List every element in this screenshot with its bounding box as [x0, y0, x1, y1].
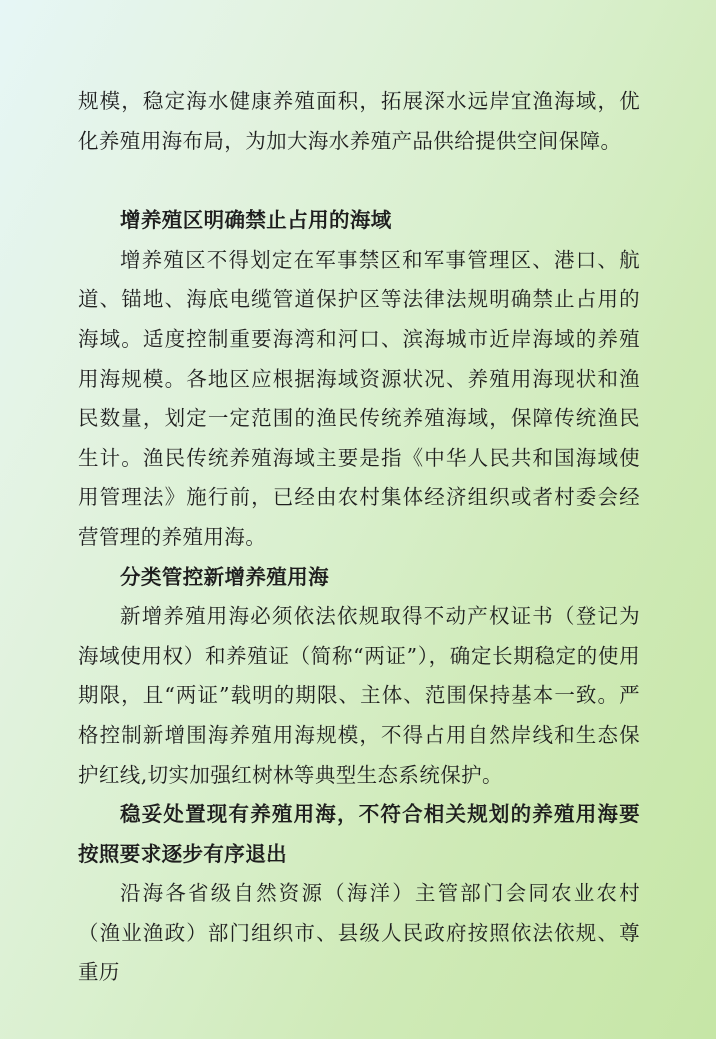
document-body: [78, 82, 640, 993]
paragraph-existing-aquaculture: 沿海各省级自然资源（海洋）主管部门会同农业农村（渔业渔政）部门组织市、县级人民政府按照依法依规、尊重历: [78, 881, 640, 985]
section-heading-prohibited-areas: 增养殖区明确禁止占用的海域: [120, 208, 392, 233]
section-heading-new-aquaculture: 分类管控新增养殖用海: [120, 564, 329, 589]
paragraph-prohibited-areas: 增养殖区不得划定在军事禁区和军事管理区、港口、航道、锚地、海底电缆管道保护区等法律法规明确禁止占用的海域。适度控制重要海湾和河口、滨海城市近岸海域的养殖用海规模。各地区应根据海域资源状况、养殖用海现状和渔民数量，划定一定范围的渔民传统养殖海域，保障传统渔民生计。渔民传统养殖海域主要是指《中华人民共和国海域使用管理法》施行前，已经由农村集体经济组织或者村委会经营管理的养殖用海。: [78, 247, 640, 549]
paragraph-intro: 规模，稳定海水健康养殖面积，拓展深水远岸宜渔海域，优化养殖用海布局，为加大海水养殖产品供给提供空间保障。: [78, 89, 640, 153]
paragraph-spacer: [78, 161, 640, 201]
paragraph-new-aquaculture: 新增养殖用海必须依法依规取得不动产权证书（登记为海域使用权）和养殖证（简称“两证”），确定长期稳定的使用期限，且“两证”载明的期限、主体、范围保持基本一致。严格控制新增围海养殖用海规模，不得占用自然岸线和生态保护红线,切实加强红树林等典型生态系统保护。: [78, 604, 640, 787]
section-heading-existing-aquaculture: 稳妥处置现有养殖用海，不符合相关规划的养殖用海要按照要求逐步有序退出: [78, 802, 640, 866]
